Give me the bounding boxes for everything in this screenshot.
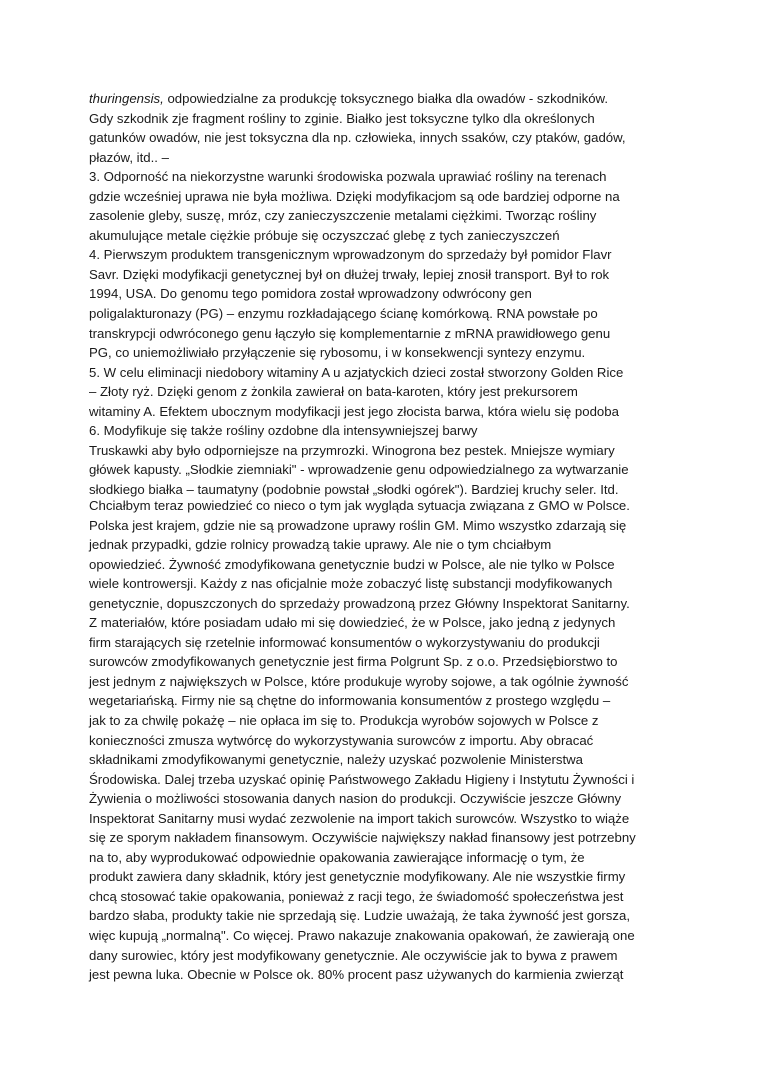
text-line: produkt zawiera dany składnik, który jest genetycznie modyfikowany. Ale nie wszystkie firmy	[89, 869, 626, 885]
line-text: odpowiedzialne za produkcję toksycznego białka dla owadów - szkodników.	[163, 91, 609, 106]
text-line: Żywienia o możliwości stosowania danych nasion do produkcji. Oczywiście jeszcze Główny	[89, 791, 622, 807]
paragraph-gmo-examples	[89, 89, 689, 499]
text-line: zasolenie gleby, suszę, mróz, czy zanieczyszczenie metalami ciężkimi. Tworząc rośliny	[89, 208, 597, 224]
text-line: 3. Odporność na niekorzystne warunki środowiska pozwala uprawiać rośliny na terenach	[89, 169, 607, 185]
text-line	[89, 89, 689, 109]
text-line: słodkiego białka – taumatyny (podobnie powstał „słodki ogórek"). Bardziej kruchy seler. Itd.	[89, 481, 619, 497]
text-line: chcą stosować takie opakowania, ponieważ z racji tego, że świadomość społeczeństwa jest	[89, 888, 624, 904]
text-line: gatunków owadów, nie jest toksyczna dla np. człowieka, innych ssaków, czy ptaków, gadów,	[89, 130, 626, 146]
text-line: Inspektorat Sanitarny musi wydać zezwolenie na import takich surowców. Wszystko to wiąże	[89, 810, 630, 826]
text-line: bardzo słaba, produkty takie nie sprzedają się. Ludzie uważają, że taka żywność jest gorsza,	[89, 908, 630, 924]
text-line: 1994, USA. Do genomu tego pomidora został wprowadzony odwrócony gen	[89, 286, 532, 302]
text-line: Savr. Dzięki modyfikacji genetycznej był on dłużej trwały, lepiej znosił transport. Był to rok	[89, 266, 610, 282]
text-line: Z materiałów, które posiadam udało mi się dowiedzieć, że w Polsce, jako jedną z jedynych	[89, 615, 616, 631]
text-line: transkrypcji odwróconego genu łączyło się komplementarnie z mRNA prawidłowego genu	[89, 325, 611, 341]
text-line: akumulujące metale ciężkie próbuje się oczyszczać glebę z tych zanieczyszczeń	[89, 227, 560, 243]
text-line: witaminy A. Efektem ubocznym modyfikacji jest jego złocista barwa, która wielu się podoba	[89, 403, 619, 419]
text-line: wegetariańską. Firmy nie są chętne do informowania konsumentów z prostego względu –	[89, 693, 611, 709]
text-line: na to, aby wyprodukować odpowiednie opakowania zawierające informację o tym, że	[89, 849, 585, 865]
paragraph-gmo-in-poland	[89, 496, 689, 985]
text-line: wiele kontrowersji. Każdy z nas oficjalnie może zobaczyć listę substancji modyfikowanych	[89, 576, 613, 592]
text-line: opowiedzieć. Żywność zmodyfikowana genetycznie budzi w Polsce, ale nie tylko w Polsce	[89, 556, 615, 572]
text-line: Środowiska. Dalej trzeba uzyskać opinię Państwowego Zakładu Higieny i Instytutu Żywności i	[89, 771, 635, 787]
text-line: PG, co uniemożliwiało przyłączenie się rybosomu, i w konsekwencji syntezy enzymu.	[89, 345, 586, 361]
text-line: genetycznie, dopuszczonych do sprzedaży prowadzoną przez Główny Inspektorat Sanitarny.	[89, 595, 630, 611]
text-line: poligalakturonazy (PG) – enzymu rozkładającego ścianę komórkową. RNA powstałe po	[89, 306, 598, 322]
text-line: się ze sporym nakładem finansowym. Oczywiście największy nakład finansowy jest potrzebny	[89, 830, 636, 846]
text-line: jednak przypadki, gdzie rolnicy prowadzą takie uprawy. Ale nie o tym chciałbym	[89, 537, 552, 553]
text-line: 5. W celu eliminacji niedobory witaminy A u azjatyckich dzieci został stworzony Golden Rice	[89, 364, 624, 380]
text-line: Gdy szkodnik zje fragment rośliny to zginie. Białko jest toksyczne tylko dla określonych	[89, 110, 595, 126]
text-line: jest jednym z największych w Polsce, które produkuje wyroby sojowe, a tak ogólnie żywność	[89, 673, 629, 689]
text-line: Truskawki aby było odporniejsze na przymrozki. Winogrona bez pestek. Mniejsze wymiary	[89, 442, 615, 458]
text-line: Polska jest krajem, gdzie nie są prowadzone uprawy roślin GM. Mimo wszystko zdarzają się	[89, 517, 627, 533]
text-line: 4. Pierwszym produktem transgenicznym wprowadzonym do sprzedaży był pomidor Flavr	[89, 247, 612, 263]
text-line: jak to za chwilę pokażę – nie opłaca im się to. Produkcja wyrobów sojowych w Polsce z	[89, 713, 599, 729]
text-line: firm starających się rzetelnie informować konsumentów o wykorzystywaniu do produkcji	[89, 634, 600, 650]
text-line: składnikami zmodyfikowanymi genetycznie, należy uzyskać pozwolenie Ministerstwa	[89, 752, 584, 768]
text-line: główek kapusty. „Słodkie ziemniaki" - wprowadzenie genu odpowiedzialnego za wytwarzanie	[89, 462, 629, 478]
text-line: płazów, itd.. –	[89, 149, 169, 165]
text-line: 6. Modyfikuje się także rośliny ozdobne dla intensywniejszej barwy	[89, 423, 478, 439]
italic-term: thuringensis,	[89, 91, 164, 106]
text-line: dany surowiec, który jest modyfikowany genetycznie. Ale oczywiście jak to bywa z prawem	[89, 947, 618, 963]
text-line: jest pewna luka. Obecnie w Polsce ok. 80% procent pasz używanych do karmienia zwierząt	[89, 967, 624, 983]
text-line: – Złoty ryż. Dzięki genom z żonkila zawierał on bata-karoten, który jest prekursorem	[89, 384, 578, 400]
text-line: Chciałbym teraz powiedzieć co nieco o tym jak wygląda sytuacja związana z GMO w Polsce.	[89, 498, 630, 513]
text-line: konieczności zmusza wytwórcę do wykorzystywania surowców z importu. Aby obracać	[89, 732, 594, 748]
text-line: gdzie wcześniej uprawa nie była możliwa. Dzięki modyfikacjom są ode bardziej odporne na	[89, 188, 620, 204]
text-line: surowców zmodyfikowanych genetycznie jest firma Polgrunt Sp. z o.o. Przedsiębiorstwo to	[89, 654, 618, 670]
text-line: więc kupują „normalną". Co więcej. Prawo nakazuje znakowania opakowań, że zawierają one	[89, 928, 635, 944]
